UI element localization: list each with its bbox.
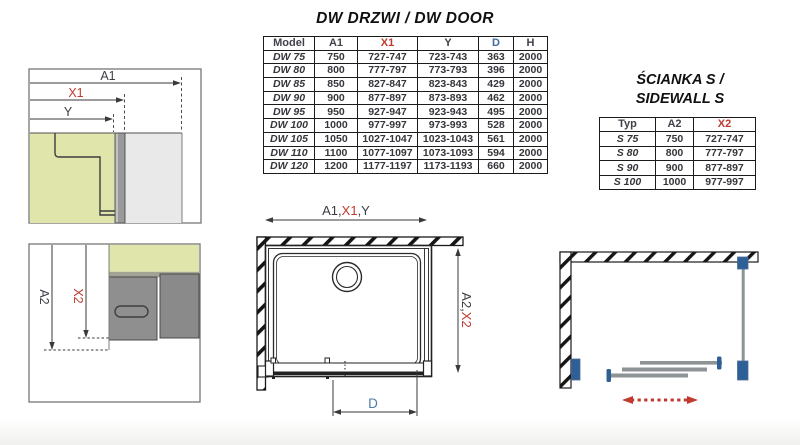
table-row	[600, 132, 756, 146]
profile-highlight	[116, 134, 118, 223]
value-cell: 973-993	[418, 119, 479, 133]
arrow-up	[455, 248, 460, 256]
handle-left	[607, 369, 612, 382]
sliding-schematic-drawing	[548, 238, 793, 428]
col-header-a2: A2	[656, 118, 694, 132]
table-row	[264, 91, 548, 105]
value-cell: 877-897	[358, 91, 418, 105]
value-cell: 1177-1197	[358, 160, 418, 174]
value-cell: 1173-1193	[418, 160, 479, 174]
sidewall-table-header-row	[600, 118, 756, 132]
value-cell: 2000	[514, 78, 548, 92]
value-cell: 977-997	[358, 119, 418, 133]
value-cell: 800	[315, 64, 358, 78]
handle-right	[717, 357, 722, 370]
table-row	[264, 119, 548, 133]
value-cell: 750	[315, 50, 358, 64]
col-header-x2: X2	[694, 118, 756, 132]
enclosure	[266, 246, 432, 377]
value-cell: 723-743	[418, 50, 479, 64]
rail-profile-right	[160, 274, 199, 338]
table-row	[264, 105, 548, 119]
wall-top-hatched	[560, 252, 758, 262]
value-cell: 927-947	[358, 105, 418, 119]
table-row	[264, 64, 548, 78]
value-cell: 561	[479, 132, 514, 146]
arrow-right	[409, 409, 417, 414]
rail-dark-edge	[266, 372, 432, 376]
col-header-a1: A1	[315, 37, 358, 51]
glass-panel-area	[30, 133, 115, 223]
table-row	[600, 161, 756, 175]
sliding-panels	[607, 357, 723, 383]
value-cell: 594	[479, 146, 514, 160]
table-row	[264, 132, 548, 146]
model-cell: DW 90	[264, 91, 315, 105]
plan-width-label	[322, 203, 370, 218]
value-cell: 2000	[514, 105, 548, 119]
roller-tab-1	[271, 358, 276, 363]
value-cell: 977-997	[694, 175, 756, 189]
table-row	[600, 175, 756, 189]
value-cell: 1200	[315, 160, 358, 174]
plan-side-x2: X2	[459, 311, 474, 328]
plan-side-a2: A2,	[459, 292, 474, 312]
value-cell: 827-847	[358, 78, 418, 92]
table-row	[264, 160, 548, 174]
arrow-right	[687, 396, 698, 404]
value-cell: 660	[479, 160, 514, 174]
plan-side-label	[459, 292, 474, 327]
enclosure-outer-frame	[266, 246, 432, 377]
arrow-left	[333, 409, 341, 414]
sidewall-section-title	[596, 71, 764, 109]
value-cell: 2000	[514, 119, 548, 133]
value-cell: 777-797	[358, 64, 418, 78]
width-dimension	[265, 217, 427, 222]
model-cell: S 75	[600, 132, 656, 146]
value-cell: 750	[656, 132, 694, 146]
label-d: D	[368, 396, 378, 411]
value-cell: 2000	[514, 50, 548, 64]
label-a2: A2	[37, 289, 51, 305]
model-cell: S 80	[600, 146, 656, 160]
value-cell: 873-893	[418, 91, 479, 105]
value-cell: 1023-1043	[418, 132, 479, 146]
door-section-title: DW DRZWI / DW DOOR	[316, 10, 494, 27]
arrow-down	[455, 365, 460, 373]
col-header-model: Model	[264, 37, 315, 51]
value-cell: 1073-1093	[418, 146, 479, 160]
col-header-h: H	[514, 37, 548, 51]
fixed-sidewall	[738, 257, 749, 380]
label-a1: A1	[100, 69, 116, 83]
sliding-panel-3	[610, 374, 688, 378]
section-materials	[30, 133, 182, 223]
value-cell: 1077-1097	[358, 146, 418, 160]
profile-slot	[115, 306, 148, 317]
value-cell: 777-797	[694, 146, 756, 160]
wall-top-hatched	[257, 237, 463, 246]
plan-width-a1: A1,	[322, 203, 342, 218]
table-row	[600, 146, 756, 160]
wall-profile-left	[572, 359, 581, 380]
rail-dot-1	[272, 376, 275, 379]
table-row	[264, 50, 548, 64]
section-materials	[109, 245, 199, 350]
sidewall-section-drawing	[28, 243, 202, 404]
value-cell: 1000	[315, 119, 358, 133]
roller-tab-2	[325, 358, 330, 363]
value-cell: 727-747	[358, 50, 418, 64]
value-cell: 2000	[514, 64, 548, 78]
rail-body	[266, 363, 432, 372]
model-cell: DW 105	[264, 132, 315, 146]
rail-end-right	[424, 361, 432, 376]
door-dimensions-table	[263, 36, 548, 174]
glass-panel-area	[109, 245, 199, 272]
col-header-typ: Typ	[600, 118, 656, 132]
value-cell: 900	[315, 91, 358, 105]
sidewall-title-line2: SIDEWALL S	[635, 91, 725, 107]
model-cell: DW 80	[264, 64, 315, 78]
col-header-y: Y	[418, 37, 479, 51]
door-table-header-row	[264, 37, 548, 51]
wall-profile-top-right	[738, 257, 749, 269]
value-cell: 363	[479, 50, 514, 64]
sidewall-title-line1: ŚCIANKA S /	[636, 72, 724, 88]
value-cell: 1027-1047	[358, 132, 418, 146]
value-cell: 495	[479, 105, 514, 119]
value-cell: 2000	[514, 91, 548, 105]
model-cell: DW 120	[264, 160, 315, 174]
value-cell: 462	[479, 91, 514, 105]
value-cell: 1000	[656, 175, 694, 189]
model-cell: S 100	[600, 175, 656, 189]
table-row	[264, 146, 548, 160]
value-cell: 923-943	[418, 105, 479, 119]
sidewall-dimensions-table	[599, 117, 756, 190]
arrow-left	[265, 217, 273, 222]
sliding-panel-1	[640, 361, 722, 365]
label-x2: X2	[71, 288, 85, 304]
value-cell: 950	[315, 105, 358, 119]
value-cell: 1100	[315, 146, 358, 160]
door-top-section-drawing	[28, 68, 202, 224]
model-cell: DW 85	[264, 78, 315, 92]
slide-direction-arrow	[622, 396, 698, 404]
value-cell: 528	[479, 119, 514, 133]
plan-width-x1: X1	[341, 203, 358, 218]
table-row	[264, 78, 548, 92]
plan-view-drawing	[240, 200, 480, 445]
sliding-panel-2	[622, 368, 707, 372]
value-cell: 2000	[514, 160, 548, 174]
value-cell: 429	[479, 78, 514, 92]
col-header-d: D	[479, 37, 514, 51]
value-cell: 2000	[514, 132, 548, 146]
arrow-left	[622, 396, 633, 404]
opening-area	[125, 133, 182, 223]
value-cell: 900	[656, 161, 694, 175]
value-cell: 823-843	[418, 78, 479, 92]
model-cell: DW 100	[264, 119, 315, 133]
value-cell: 2000	[514, 146, 548, 160]
sidewall-glass-line	[742, 268, 745, 363]
wall-left-hatched	[560, 252, 571, 388]
value-cell: 396	[479, 64, 514, 78]
model-cell: S 90	[600, 161, 656, 175]
label-x1: X1	[68, 86, 84, 100]
model-cell: DW 75	[264, 50, 315, 64]
value-cell: 877-897	[694, 161, 756, 175]
rail-dot-2	[326, 376, 329, 379]
value-cell: 727-747	[694, 132, 756, 146]
value-cell: 773-793	[418, 64, 479, 78]
col-header-x1: X1	[358, 37, 418, 51]
value-cell: 1050	[315, 132, 358, 146]
arrow-right	[419, 217, 427, 222]
label-y: Y	[63, 105, 73, 119]
value-cell: 800	[656, 146, 694, 160]
wall-profile-bottom-right	[738, 361, 749, 380]
value-cell: 850	[315, 78, 358, 92]
model-cell: DW 110	[264, 146, 315, 160]
model-cell: DW 95	[264, 105, 315, 119]
plan-width-y: ,Y	[357, 203, 370, 218]
